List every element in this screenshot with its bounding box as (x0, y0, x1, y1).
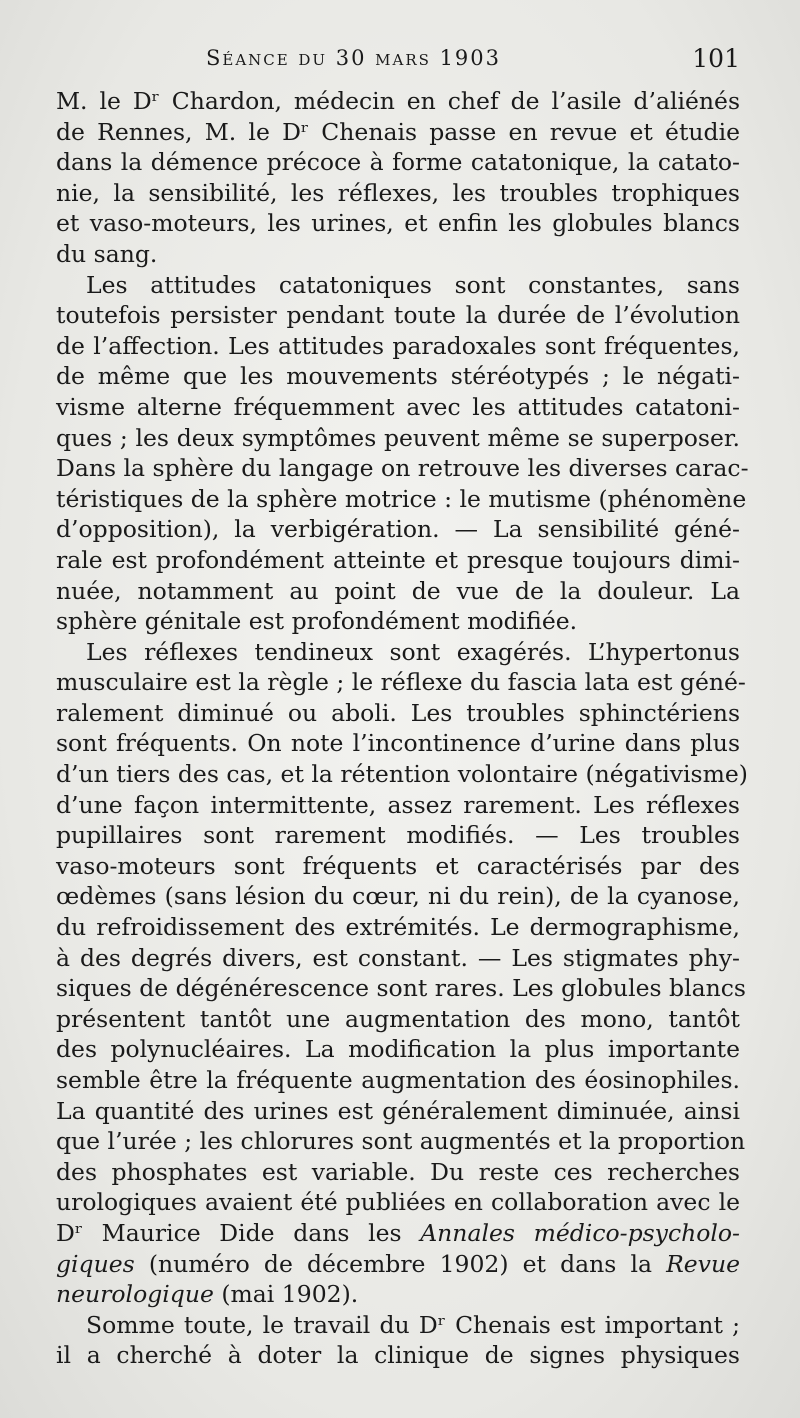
text-line: Les attitudes catatoniques sont constantes, sans (86, 270, 740, 299)
text-line: d’une façon intermittente, assez rarement. Les réflexes (56, 790, 740, 819)
text-line: La quantité des urines est généralement diminuée, ainsi (56, 1096, 740, 1125)
text-line: visme alterne fréquemment avec les attitudes catatoni- (56, 392, 740, 421)
text-line: du sang. (56, 239, 158, 268)
text-line: de même que les mouvements stéréotypés ; le négati- (56, 362, 740, 391)
text-line: musculaire est la règle ; le réflexe du fascia lata est géné- (56, 668, 746, 697)
text-run: (numéro de décembre 1902) et dans la (134, 1249, 667, 1278)
italic-title: Revue (666, 1249, 740, 1278)
text-line: M. le Dʳ Chardon, médecin en chef de l’asile d’aliénés (56, 87, 740, 115)
text-line: de Rennes, M. le Dʳ Chenais passe en revue et étudie (56, 117, 740, 146)
text-line: Les réflexes tendineux sont exagérés. L’hypertonus (86, 637, 740, 666)
text-line: des polynucléaires. La modification la plus importante (56, 1035, 740, 1064)
text-line: semble être la fréquente augmentation des éosinophiles. (56, 1066, 740, 1094)
text-line: vaso-moteurs sont fréquents et caractérisés par des (56, 851, 740, 880)
italic-title: giques (56, 1249, 135, 1278)
page-number: 101 (692, 44, 740, 73)
text-line: dans la démence précoce à forme catatonique, la catato- (56, 148, 740, 177)
text-line: œdèmes (sans lésion du cœur, ni du rein), de la cyanose, (56, 882, 740, 911)
text-line: nie, la sensibilité, les réflexes, les troubles trophiques (56, 178, 740, 207)
text-line: présentent tantôt une augmentation des mono, tantôt (56, 1004, 740, 1033)
running-title: Séance du 30 mars 1903 (206, 46, 502, 70)
text-line: d’opposition), la verbigération. — La sensibilité géné- (56, 515, 740, 544)
text-line: il a cherché à doter la clinique de signes physiques (56, 1341, 740, 1370)
text-line (56, 1249, 740, 1280)
italic-title: neurologique (56, 1280, 214, 1309)
text-line: et vaso-moteurs, les urines, et enfin les globules blancs (56, 209, 740, 238)
text-line: Dans la sphère du langage on retrouve les diverses carac- (56, 454, 749, 483)
text-run: (mai 1902). (213, 1280, 359, 1309)
text-run: Dʳ Maurice Dide dans les (56, 1218, 421, 1247)
text-line: nuée, notamment au point de vue de la douleur. La (56, 576, 740, 605)
text-line: toutefois persister pendant toute la durée de l’évolution (56, 301, 740, 330)
text-line (56, 1279, 740, 1310)
page-header (56, 44, 740, 76)
text-line: Somme toute, le travail du Dʳ Chenais est important ; (86, 1310, 740, 1339)
body-text (56, 86, 749, 1371)
text-line: à des degrés divers, est constant. — Les stigmates phy- (56, 943, 740, 972)
text-line: pupillaires sont rarement modifiés. — Les troubles (56, 821, 740, 850)
text-line: sphère génitale est profondément modifiée. (56, 607, 578, 636)
text-line: sont fréquents. On note l’incontinence d’urine dans plus (56, 729, 740, 758)
text-line: des phosphates est variable. Du reste ces recherches (56, 1157, 740, 1186)
text-line: siques de dégénérescence sont rares. Les globules blancs (56, 974, 746, 1003)
text-line (56, 1218, 740, 1249)
italic-title: Annales médico-psycholo- (420, 1218, 740, 1247)
text-line: ques ; les deux symptômes peuvent même se superposer. (56, 423, 740, 452)
text-line: du refroidissement des extrémités. Le dermographisme, (56, 913, 740, 942)
text-line: d’un tiers des cas, et la rétention volontaire (négativisme) (56, 760, 748, 789)
text-line: rale est profondément atteinte et presque toujours dimi- (56, 545, 740, 574)
text-line: ralement diminué ou aboli. Les troubles sphinctériens (56, 698, 740, 727)
text-line: que l’urée ; les chlorures sont augmentés et la proportion (56, 1127, 746, 1156)
text-line: téristiques de la sphère motrice : le mutisme (phénomène (56, 484, 747, 513)
text-line: de l’affection. Les attitudes paradoxales sont fréquentes, (56, 331, 740, 360)
text-line: urologiques avaient été publiées en collaboration avec le (56, 1188, 740, 1217)
